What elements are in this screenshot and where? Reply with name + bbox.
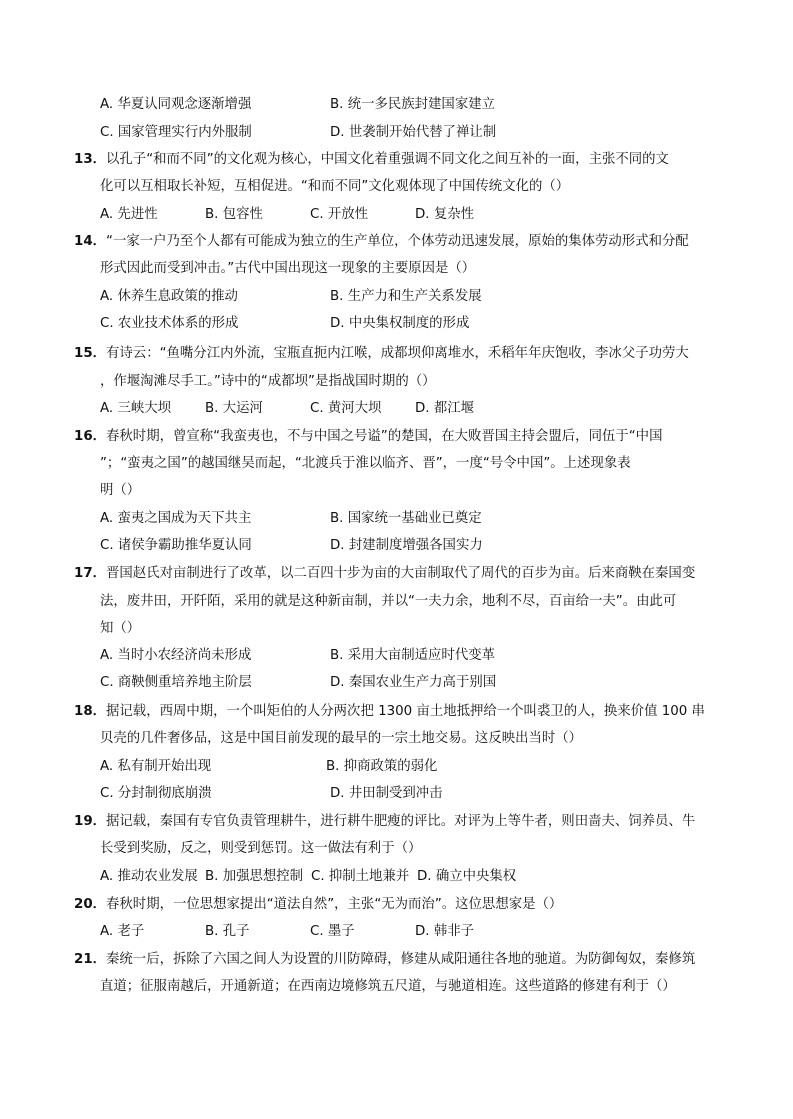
option-a: A. 推动农业发展 (100, 869, 198, 884)
question-text-line: 化可以互相取长补短，互相促进。“和而不同”文化观体现了中国传统文化的（） (100, 179, 570, 194)
question-number: 15． (74, 346, 107, 361)
question-text-line: 长受到奖励，反之，则受到惩罚。这一做法有利于（） (100, 841, 422, 856)
question-text-line: 形式因此而受到冲击。”古代中国出现这一现象的主要原因是（） (100, 261, 476, 276)
option-c: C. 商鞅侧重培养地主阶层 (100, 675, 252, 690)
question-18 (74, 702, 705, 722)
option-d: D. 复杂性 (415, 207, 474, 222)
option-c: C. 诸侯争霸助推华夏认同 (100, 538, 252, 553)
question-text-line: 法，废井田，开阡陌，采用的就是这种新亩制，并以“一夫力余，地利不尽，百亩给一夫”。由此可 (100, 594, 677, 609)
option-d: D. 确立中央集权 (417, 869, 517, 884)
question-15 (74, 344, 689, 364)
question-21 (74, 950, 695, 970)
option-c: C. 分封制彻底崩溃 (100, 786, 212, 801)
option-b: B. 国家统一基础业已奠定 (330, 511, 482, 526)
option-d: D. 封建制度增强各国实力 (330, 538, 483, 553)
question-text: “一家一户乃至个人都有可能成为独立的生产单位，个体劳动迅速发展，原始的集体劳动形式和分配 (106, 234, 689, 249)
question-16 (74, 427, 662, 447)
option-a: A. 先进性 (100, 207, 158, 222)
question-number: 13． (74, 152, 107, 167)
option-c: C. 黄河大坝 (310, 401, 382, 416)
option-a: A. 蛮夷之国成为天下共主 (100, 511, 252, 526)
option-c: C. 墨子 (310, 924, 355, 939)
option-a: A. 私有制开始出现 (100, 759, 212, 774)
option-b: B. 采用大亩制适应时代变革 (330, 648, 495, 663)
question-number: 21． (74, 952, 107, 967)
question-text: 春秋时期，一位思想家提出“道法自然”，主张“无为而治”。这位思想家是（） (106, 897, 563, 912)
option-c: C. 抑制土地兼并 (311, 869, 410, 884)
option-c: C. 国家管理实行内外服制 (100, 125, 252, 140)
question-19 (74, 812, 695, 832)
option-d: D. 秦国农业生产力高于别国 (330, 675, 497, 690)
option-d: D. 井田制受到冲击 (330, 786, 443, 801)
question-text: 有诗云：“鱼嘴分江内外流，宝瓶直扼内江喉，成都坝仰离堆水，禾稻年年庆饱收，李冰父子功劳大 (106, 346, 689, 361)
question-text-line: 知（） (100, 621, 141, 636)
question-17 (74, 564, 695, 584)
option-a: A. 三峡大坝 (100, 401, 171, 416)
question-text: 据记载，西周中期，一个叫矩伯的人分两次把 1300 亩土地抵押给一个叫裘卫的人，换来价值 100 串 (106, 704, 705, 719)
question-text-line: ，作堰淘滩尽手工。”诗中的“成都坝”是指战国时期的（） (100, 374, 436, 389)
question-text: 以孔子“和而不同”的文化观为核心，中国文化着重强调不同文化之间互补的一面，主张不同的文 (106, 152, 669, 167)
option-b: B. 统一多民族封建国家建立 (330, 97, 495, 112)
question-text-line: ”；“蛮夷之国”的越国继吴而起，“北渡兵于淮以临齐、晋”，一度“号令中国”。上述现象表 (100, 456, 631, 471)
option-c: C. 农业技术体系的形成 (100, 316, 239, 331)
option-d: D. 韩非子 (415, 924, 474, 939)
option-a: A. 老子 (100, 924, 145, 939)
question-text: 春秋时期，曾宣称“我蛮夷也，不与中国之号谥”的楚国，在大败晋国主持会盟后，同伍于“中国 (106, 429, 663, 444)
question-number: 19． (74, 814, 107, 829)
option-b: B. 加强思想控制 (205, 869, 304, 884)
option-a: A. 华夏认同观念逐渐增强 (100, 97, 252, 112)
option-b: B. 包容性 (205, 207, 263, 222)
question-text: 据记载，秦国有专官负责管理耕牛，进行耕牛肥瘦的评比。对评为上等牛者，则田啬夫、饲养员、牛 (106, 814, 696, 829)
question-text-line: 明（） (100, 483, 141, 498)
question-text: 秦统一后，拆除了六国之间人为设置的川防障碍，修建从咸阳通往各地的驰道。为防御匈奴，秦修筑 (106, 952, 696, 967)
question-20 (74, 895, 562, 915)
question-text: 晋国赵氏对亩制进行了改革，以二百四十步为亩的大亩制取代了周代的百步为亩。后来商鞅在秦国变 (106, 566, 696, 581)
question-number: 20． (74, 897, 107, 912)
option-a: A. 当时小农经济尚未形成 (100, 648, 252, 663)
question-number: 16． (74, 429, 107, 444)
option-b: B. 孔子 (205, 924, 250, 939)
option-b: B. 大运河 (205, 401, 263, 416)
question-14 (74, 232, 689, 252)
question-number: 17． (74, 566, 107, 581)
option-a: A. 休养生息政策的推动 (100, 289, 238, 304)
option-b: B. 抑商政策的弱化 (326, 759, 438, 774)
question-number: 14． (74, 234, 107, 249)
option-d: D. 都江堰 (415, 401, 474, 416)
option-b: B. 生产力和生产关系发展 (330, 289, 482, 304)
question-text-line: 直道；征服南越后，开通新道；在西南边境修筑五尺道，与驰道相连。这些道路的修建有利于（） (100, 979, 676, 994)
question-number: 18． (74, 704, 107, 719)
option-d: D. 世袭制开始代替了禅让制 (330, 125, 497, 140)
question-13 (74, 150, 669, 170)
option-d: D. 中央集权制度的形成 (330, 316, 470, 331)
question-text-line: 贝壳的几件奢侈品，这是中国目前发现的最早的一宗土地交易。这反映出当时（） (100, 731, 583, 746)
option-c: C. 开放性 (310, 207, 369, 222)
